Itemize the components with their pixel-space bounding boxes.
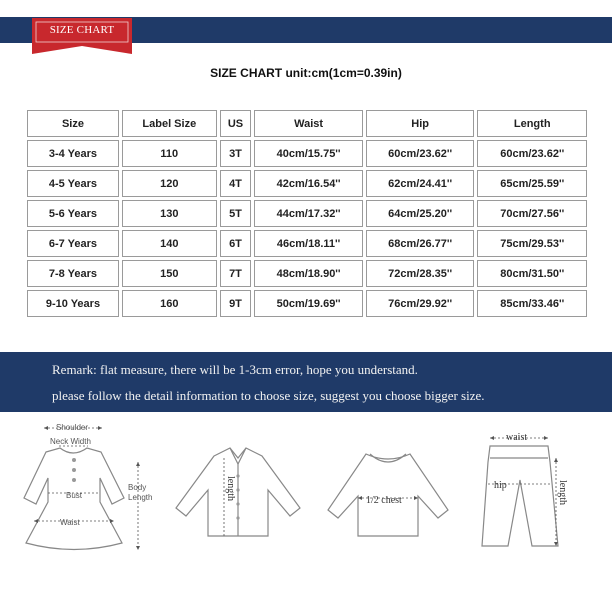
table-cell: 120 — [122, 170, 217, 197]
shirt-length-label: length — [225, 476, 236, 501]
pants-hip-label: hip — [494, 480, 507, 491]
neck-width-label: Neck Width — [50, 437, 91, 446]
table-cell: 62cm/24.41'' — [366, 170, 475, 197]
header-cell: Length — [477, 110, 587, 137]
table-cell: 46cm/18.11'' — [254, 230, 363, 257]
table-cell: 68cm/26.77'' — [366, 230, 475, 257]
bust-label: Bust — [66, 491, 83, 500]
table-cell: 3-4 Years — [27, 140, 119, 167]
table-cell: 72cm/28.35'' — [366, 260, 475, 287]
table-header-row — [27, 110, 587, 137]
waist-label: Waist — [60, 518, 80, 527]
table-cell: 5T — [220, 200, 252, 227]
table-cell: 76cm/29.92'' — [366, 290, 475, 317]
table-cell: 60cm/23.62'' — [477, 140, 587, 167]
table-row — [27, 260, 587, 287]
table-cell: 7T — [220, 260, 252, 287]
table-cell: 5-6 Years — [27, 200, 119, 227]
table-cell: 130 — [122, 200, 217, 227]
table-row — [27, 200, 587, 227]
body-length-label-1: Body — [128, 483, 147, 492]
ribbon-label: SIZE CHART — [49, 24, 115, 36]
table-cell: 140 — [122, 230, 217, 257]
table-cell: 44cm/17.32'' — [254, 200, 363, 227]
chest-label: 1/2 chest — [366, 495, 402, 506]
table-cell: 64cm/25.20'' — [366, 200, 475, 227]
table-cell: 150 — [122, 260, 217, 287]
shirt-illustration — [168, 418, 310, 608]
table-cell: 3T — [220, 140, 252, 167]
header-cell: Size — [27, 110, 119, 137]
dress-diagram — [4, 418, 164, 608]
remark-line-2: please follow the detail information to choose size, suggest you choose bigger size. — [52, 388, 485, 403]
table-cell: 70cm/27.56'' — [477, 200, 587, 227]
table-cell: 85cm/33.46'' — [477, 290, 587, 317]
sweater-illustration — [318, 418, 460, 608]
table-row — [27, 140, 587, 167]
table-cell: 65cm/25.59'' — [477, 170, 587, 197]
sweater-diagram — [318, 418, 460, 608]
chart-title: SIZE CHART unit:cm(1cm=0.39in) — [210, 66, 402, 80]
shoulder-label: Shoulder — [56, 423, 89, 432]
table-cell: 6T — [220, 230, 252, 257]
dress-illustration — [4, 418, 164, 608]
table-cell: 80cm/31.50'' — [477, 260, 587, 287]
table-row — [27, 290, 587, 317]
header-cell: Waist — [254, 110, 363, 137]
pants-waist-label: waist — [506, 432, 528, 443]
table-cell: 6-7 Years — [27, 230, 119, 257]
table-cell: 40cm/15.75'' — [254, 140, 363, 167]
shirt-diagram — [168, 418, 310, 608]
table-cell: 9T — [220, 290, 252, 317]
table-cell: 4-5 Years — [27, 170, 119, 197]
table-cell: 48cm/18.90'' — [254, 260, 363, 287]
table-cell: 7-8 Years — [27, 260, 119, 287]
size-chart-ribbon — [32, 14, 132, 58]
remark-line-1: Remark: flat measure, there will be 1-3cm error, hope you understand. — [52, 362, 418, 377]
pants-illustration — [468, 418, 608, 608]
header-cell: Hip — [366, 110, 475, 137]
size-table — [24, 107, 590, 320]
body-length-label-2: Length — [128, 493, 153, 502]
header-cell: US — [220, 110, 252, 137]
header-cell: Label Size — [122, 110, 217, 137]
table-cell: 9-10 Years — [27, 290, 119, 317]
table-row — [27, 230, 587, 257]
table-cell: 42cm/16.54'' — [254, 170, 363, 197]
table-cell: 50cm/19.69'' — [254, 290, 363, 317]
table-cell: 60cm/23.62'' — [366, 140, 475, 167]
pants-diagram — [468, 418, 608, 608]
pants-length-label: length — [557, 480, 568, 505]
table-cell: 75cm/29.53'' — [477, 230, 587, 257]
table-cell: 110 — [122, 140, 217, 167]
table-cell: 160 — [122, 290, 217, 317]
table-row — [27, 170, 587, 197]
table-cell: 4T — [220, 170, 252, 197]
